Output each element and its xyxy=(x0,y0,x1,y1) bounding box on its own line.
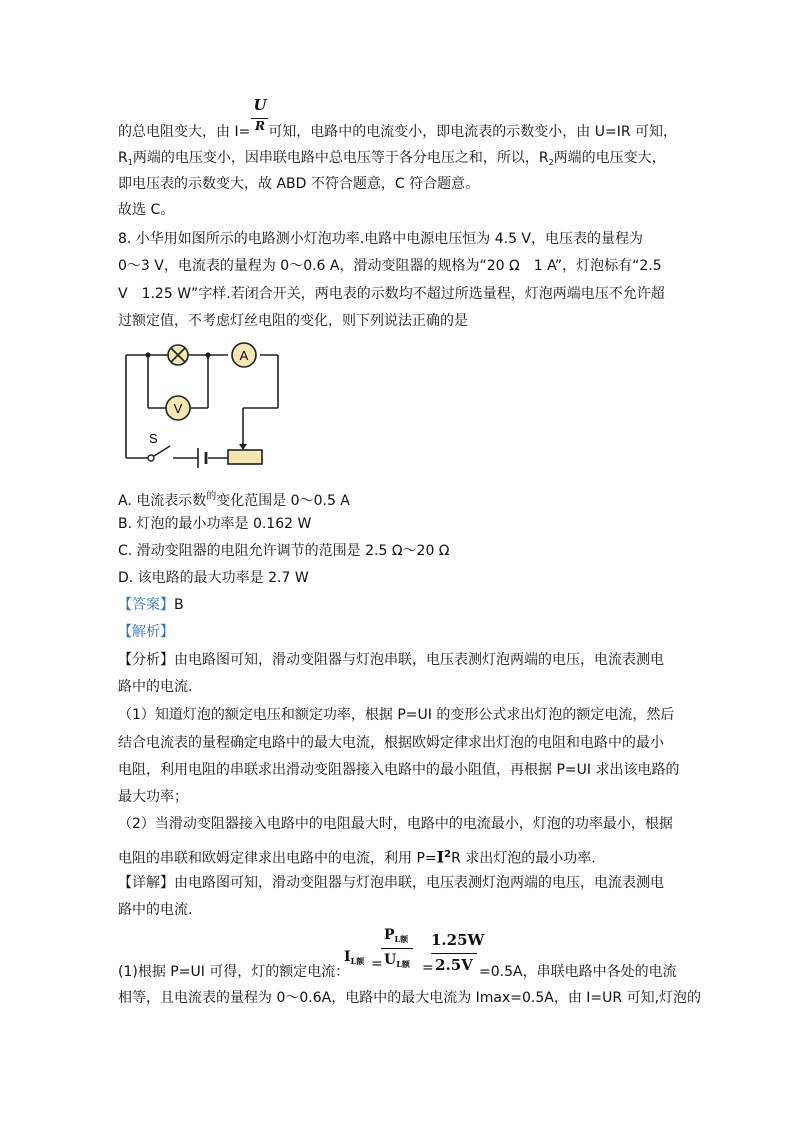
ammeter-label: A xyxy=(239,348,249,363)
detail-line-2: 路中的电流. xyxy=(118,902,193,918)
detail-tag: 【详解】 xyxy=(118,875,174,891)
option-a-pre: A. 电流表示数 xyxy=(118,493,207,509)
switch-contact-icon xyxy=(148,455,154,461)
analysis-line-8-i: I xyxy=(436,847,445,867)
p-rated-numerator xyxy=(384,927,408,945)
fraction-bar-values xyxy=(431,953,477,954)
analysis-line-1-text: 由电路图可知，滑动变阻器与灯泡串联，电压表测灯泡两端的电压，电流表测电 xyxy=(174,652,664,668)
detail-line-1-text: 由电路图可知，滑动变阻器与灯泡串联，电压表测灯泡两端的电压，电流表测电 xyxy=(174,875,664,891)
fraction-numerator: U xyxy=(253,96,267,114)
option-a xyxy=(118,487,350,511)
voltmeter-label: V xyxy=(173,401,183,416)
i-rated-symbol xyxy=(344,949,364,967)
prev-line-1-b: 可知，电路中的电流变小，即电流表的示数变小，由 U=IR 可知， xyxy=(268,124,678,140)
equals-2: = xyxy=(422,960,434,976)
p-symbol: P xyxy=(384,927,395,943)
switch-label: S xyxy=(149,431,158,446)
question-line-4: 过额定值，不考虑灯丝电阻的变化，则下列说法正确的是 xyxy=(118,313,468,329)
equals-1: = xyxy=(371,956,383,972)
analysis-line-2: 路中的电流. xyxy=(118,679,193,695)
fraction-denominator: R xyxy=(255,119,265,133)
lamp-icon xyxy=(168,345,188,365)
circuit-diagram xyxy=(118,340,288,468)
prev-line-2-sub1: 1 xyxy=(127,158,133,167)
analysis-line-1 xyxy=(118,650,664,670)
prev-line-2-b: 两端的电压变小，因串联电路中总电压等于各分电压之和，所以，R xyxy=(132,150,549,166)
prev-line-2-c: 两端的电压变大， xyxy=(553,150,666,166)
analysis-line-8-exp: 2 xyxy=(444,849,452,860)
option-d: D. 该电路的最大功率是 2.7 W xyxy=(118,570,309,586)
value-numerator: 1.25W xyxy=(431,931,485,949)
u-symbol: U xyxy=(384,952,397,968)
junction-right xyxy=(205,352,210,357)
prev-line-1-a: 的总电阻变大，由 I= xyxy=(118,124,251,140)
detail-line-4: 相等，且电流表的量程为 0～0.6A，电路中的最大电流为 Imax=0.5A，由 I=UR 可知,灯泡的 xyxy=(118,990,702,1006)
answer-line xyxy=(118,595,184,615)
junction-left xyxy=(145,352,150,357)
answer-value: B xyxy=(174,597,184,613)
analysis-line-1-tag: 【分析】 xyxy=(118,652,174,668)
analysis-line-3: （1）知道灯泡的额定电压和额定功率，根据 P=UI 的变形公式求出灯泡的额定电流，然后 xyxy=(118,707,675,723)
prev-line-2 xyxy=(118,148,666,173)
i-subscript: L额 xyxy=(350,956,365,966)
p-subscript: L额 xyxy=(394,934,409,944)
question-line-1: 8. 小华用如图所示的电路测小灯泡功率.电路中电源电压恒为 4.5 V，电压表的量程为 xyxy=(118,231,643,247)
option-a-mark: 的 xyxy=(206,491,217,502)
prev-line-2-sub2: 2 xyxy=(548,158,554,167)
fraction-bar-pu xyxy=(381,948,413,949)
question-line-3: V 1.25 W”字样.若闭合开关，两电表的示数均不超过所选量程，灯泡两端电压不允许超 xyxy=(118,286,665,302)
i-symbol: I xyxy=(344,949,351,965)
analysis-tag: 【解析】 xyxy=(118,624,174,640)
rheostat-icon xyxy=(228,450,262,464)
slider-arrow-icon xyxy=(239,444,247,450)
u-subscript: L额 xyxy=(396,959,410,969)
prev-line-1 xyxy=(118,122,677,142)
analysis-line-4: 结合电流表的量程确定电路中的最大电流，根据欧姆定律求出灯泡的电阻和电路中的最小 xyxy=(118,735,664,751)
switch-lever xyxy=(154,446,170,456)
option-b: B. 灯泡的最小功率是 0.162 W xyxy=(118,516,312,532)
detail-line-3-b: =0.5A，串联电路中各处的电流 xyxy=(479,964,677,980)
value-denominator: 2.5V xyxy=(435,956,473,974)
prev-line-2-a: R xyxy=(118,150,128,166)
question-line-2: 0～3 V，电流表的量程为 0～0.6 A，滑动变阻器的规格为“20 Ω 1 A”，灯泡标有“2.5 xyxy=(118,258,662,274)
answer-tag: 【答案】 xyxy=(118,597,174,613)
analysis-line-8 xyxy=(118,845,596,869)
option-a-post: 变化范围是 0～0.5 A xyxy=(216,493,350,509)
prev-line-3: 即电压表的示数变大，故 ABD 不符合题意，C 符合题意。 xyxy=(118,176,480,192)
analysis-line-7: （2）当滑动变阻器接入电路中的电阻最大时，电路中的电流最小，灯泡的功率最小，根据 xyxy=(118,816,673,832)
analysis-line-5: 电阻，利用电阻的串联求出滑动变阻器接入电路中的最小阻值，再根据 P=UI 求出该电路的 xyxy=(118,762,680,778)
option-c: C. 滑动变阻器的电阻允许调节的范围是 2.5 Ω～20 Ω xyxy=(118,543,450,559)
prev-line-4: 故选 C。 xyxy=(118,202,175,218)
analysis-line-6: 最大功率； xyxy=(118,789,188,805)
u-rated-denominator xyxy=(384,952,410,970)
detail-line-1 xyxy=(118,873,664,893)
fraction-u-over-r xyxy=(250,96,270,114)
analysis-line-8-b: R 求出灯泡的最小功率. xyxy=(451,850,596,867)
detail-line-3-a: (1)根据 P=UI 可得，灯的额定电流： xyxy=(118,964,350,980)
analysis-line-8-a: 电阻的串联和欧姆定律求出电路中的电流，利用 P= xyxy=(118,850,437,867)
